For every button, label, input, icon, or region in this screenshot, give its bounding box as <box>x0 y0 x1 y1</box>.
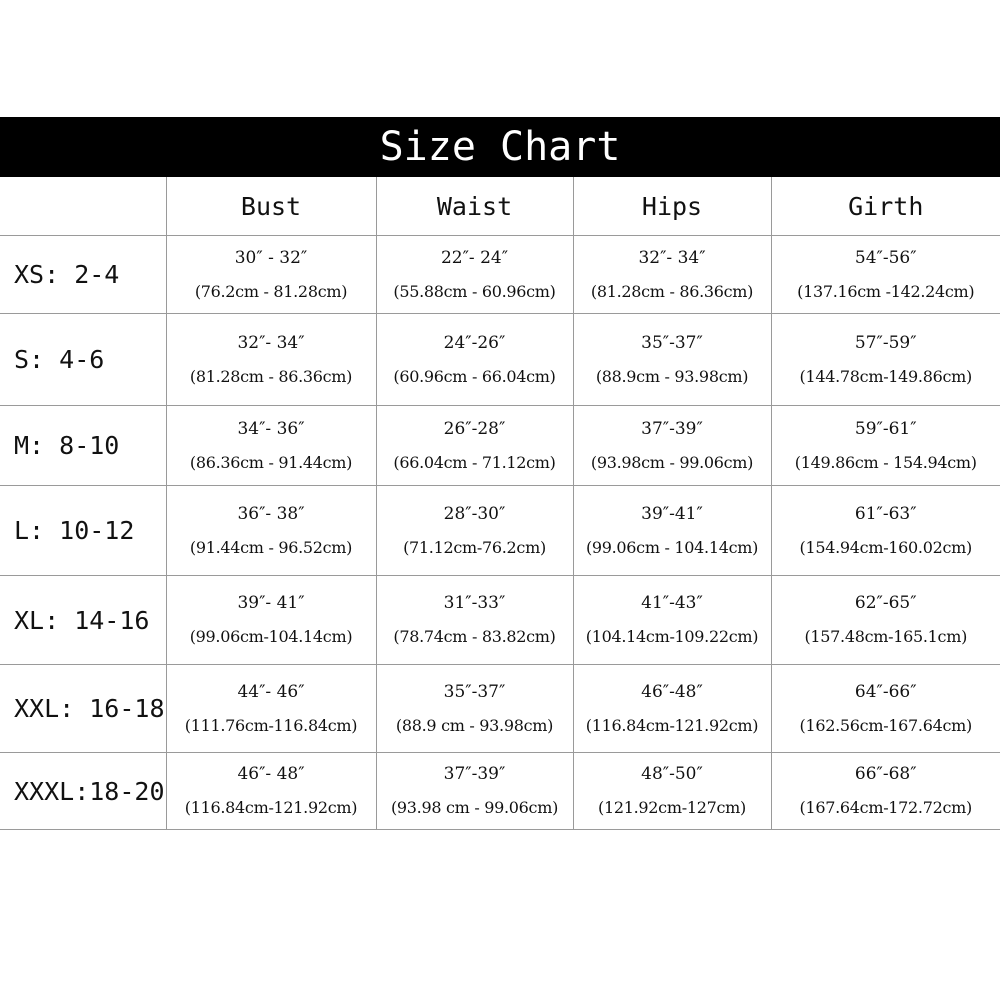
inch-range: 57″-59″ <box>854 332 917 353</box>
measurement-cell <box>166 236 376 314</box>
inch-range: 34″- 36″ <box>237 418 305 439</box>
measurement-cell <box>771 236 1000 314</box>
measurement-cell <box>771 576 1000 665</box>
inch-range: 64″-66″ <box>854 681 917 702</box>
size-table <box>0 177 1000 830</box>
measurement-cell <box>166 665 376 753</box>
cm-range: (91.44cm - 96.52cm) <box>189 537 353 557</box>
measurement-cell <box>376 236 573 314</box>
inch-range: 54″-56″ <box>854 247 917 268</box>
inch-range: 37″-39″ <box>443 764 506 784</box>
measurement-cell <box>376 665 573 753</box>
cm-range: (71.12cm-76.2cm) <box>403 537 546 557</box>
size-label: L: 10-12 <box>0 486 166 576</box>
cm-range: (154.94cm-160.02cm) <box>799 537 972 557</box>
cm-range: (111.76cm-116.84cm) <box>184 715 358 735</box>
cm-range: (99.06cm-104.14cm) <box>189 627 353 646</box>
cm-range: (78.74cm - 83.82cm) <box>393 627 556 646</box>
size-label: XL: 14-16 <box>0 576 166 665</box>
cm-range: (55.88cm - 60.96cm) <box>393 281 556 301</box>
measurement-cell <box>771 406 1000 486</box>
measurement-cell <box>771 753 1000 830</box>
cm-range: (93.98 cm - 99.06cm) <box>390 798 559 817</box>
table-row <box>0 576 1000 665</box>
measurement-cell <box>771 486 1000 576</box>
inch-range: 59″-61″ <box>854 418 917 439</box>
cm-range: (162.56cm-167.64cm) <box>799 715 972 735</box>
cm-range: (167.64cm-172.72cm) <box>799 798 972 817</box>
cm-range: (60.96cm - 66.04cm) <box>393 366 556 386</box>
measurement-cell <box>573 406 771 486</box>
measurement-cell <box>376 486 573 576</box>
cm-range: (88.9cm - 93.98cm) <box>595 366 749 386</box>
cm-range: (81.28cm - 86.36cm) <box>590 281 754 301</box>
measurement-cell <box>573 236 771 314</box>
table-row <box>0 406 1000 486</box>
measurement-cell <box>771 665 1000 753</box>
table-row <box>0 314 1000 406</box>
measurement-cell <box>573 753 771 830</box>
title-bar <box>0 117 1000 177</box>
cm-range: (86.36cm - 91.44cm) <box>189 452 353 472</box>
inch-range: 32″- 34″ <box>237 332 305 353</box>
cm-range: (137.16cm -142.24cm) <box>797 281 975 301</box>
measurement-cell <box>573 314 771 406</box>
inch-range: 35″-37″ <box>443 681 506 702</box>
table-row <box>0 486 1000 576</box>
measurement-cell <box>376 576 573 665</box>
measurement-cell <box>166 314 376 406</box>
cm-range: (93.98cm - 99.06cm) <box>590 452 754 472</box>
size-label: XXXL:18-20 <box>0 753 166 830</box>
cm-range: (81.28cm - 86.36cm) <box>189 366 353 386</box>
cm-range: (121.92cm-127cm) <box>598 798 746 817</box>
cm-range: (116.84cm-121.92cm) <box>585 715 759 735</box>
table-row <box>0 753 1000 830</box>
size-label: S: 4-6 <box>0 314 166 406</box>
column-header-bust: Bust <box>166 177 376 236</box>
measurement-cell <box>376 314 573 406</box>
header-row <box>0 177 1000 236</box>
inch-range: 24″-26″ <box>443 332 506 353</box>
inch-range: 39″- 41″ <box>237 593 305 613</box>
measurement-cell <box>376 753 573 830</box>
size-label: M: 8-10 <box>0 406 166 486</box>
measurement-cell <box>166 753 376 830</box>
measurement-cell <box>771 314 1000 406</box>
column-header-hips: Hips <box>573 177 771 236</box>
inch-range: 36″- 38″ <box>237 503 305 524</box>
inch-range: 46″- 48″ <box>237 764 305 784</box>
measurement-cell <box>166 486 376 576</box>
inch-range: 32″- 34″ <box>638 247 706 268</box>
size-label: XS: 2-4 <box>0 236 166 314</box>
cm-range: (99.06cm - 104.14cm) <box>585 537 759 557</box>
cm-range: (144.78cm-149.86cm) <box>799 366 972 386</box>
size-label: XXL: 16-18 <box>0 665 166 753</box>
inch-range: 22″- 24″ <box>440 247 509 268</box>
inch-range: 37″-39″ <box>641 418 703 439</box>
inch-range: 28″-30″ <box>443 503 506 524</box>
measurement-cell <box>573 576 771 665</box>
inch-range: 31″-33″ <box>443 593 506 613</box>
cm-range: (76.2cm - 81.28cm) <box>194 281 348 301</box>
cm-range: (149.86cm - 154.94cm) <box>794 452 977 472</box>
cm-range: (157.48cm-165.1cm) <box>804 627 968 646</box>
measurement-cell <box>573 486 771 576</box>
corner-cell <box>0 177 166 236</box>
measurement-cell <box>166 406 376 486</box>
cm-range: (66.04cm - 71.12cm) <box>393 452 556 472</box>
cm-range: (88.9 cm - 93.98cm) <box>395 715 554 735</box>
inch-range: 66″-68″ <box>854 764 917 784</box>
inch-range: 26″-28″ <box>443 418 506 439</box>
inch-range: 35″-37″ <box>641 332 703 353</box>
table-row <box>0 236 1000 314</box>
inch-range: 61″-63″ <box>854 503 917 524</box>
cm-range: (104.14cm-109.22cm) <box>585 627 759 646</box>
inch-range: 39″-41″ <box>641 503 703 524</box>
inch-range: 46″-48″ <box>641 681 703 702</box>
inch-range: 41″-43″ <box>641 593 703 613</box>
column-header-girth: Girth <box>771 177 1000 236</box>
measurement-cell <box>376 406 573 486</box>
inch-range: 30″ - 32″ <box>234 247 308 268</box>
inch-range: 62″-65″ <box>854 593 917 613</box>
table-row <box>0 665 1000 753</box>
measurement-cell <box>573 665 771 753</box>
inch-range: 44″- 46″ <box>237 681 305 702</box>
inch-range: 48″-50″ <box>641 764 703 784</box>
measurement-cell <box>166 576 376 665</box>
cm-range: (116.84cm-121.92cm) <box>184 798 358 817</box>
column-header-waist: Waist <box>376 177 573 236</box>
chart-title: Size Chart <box>379 124 621 170</box>
